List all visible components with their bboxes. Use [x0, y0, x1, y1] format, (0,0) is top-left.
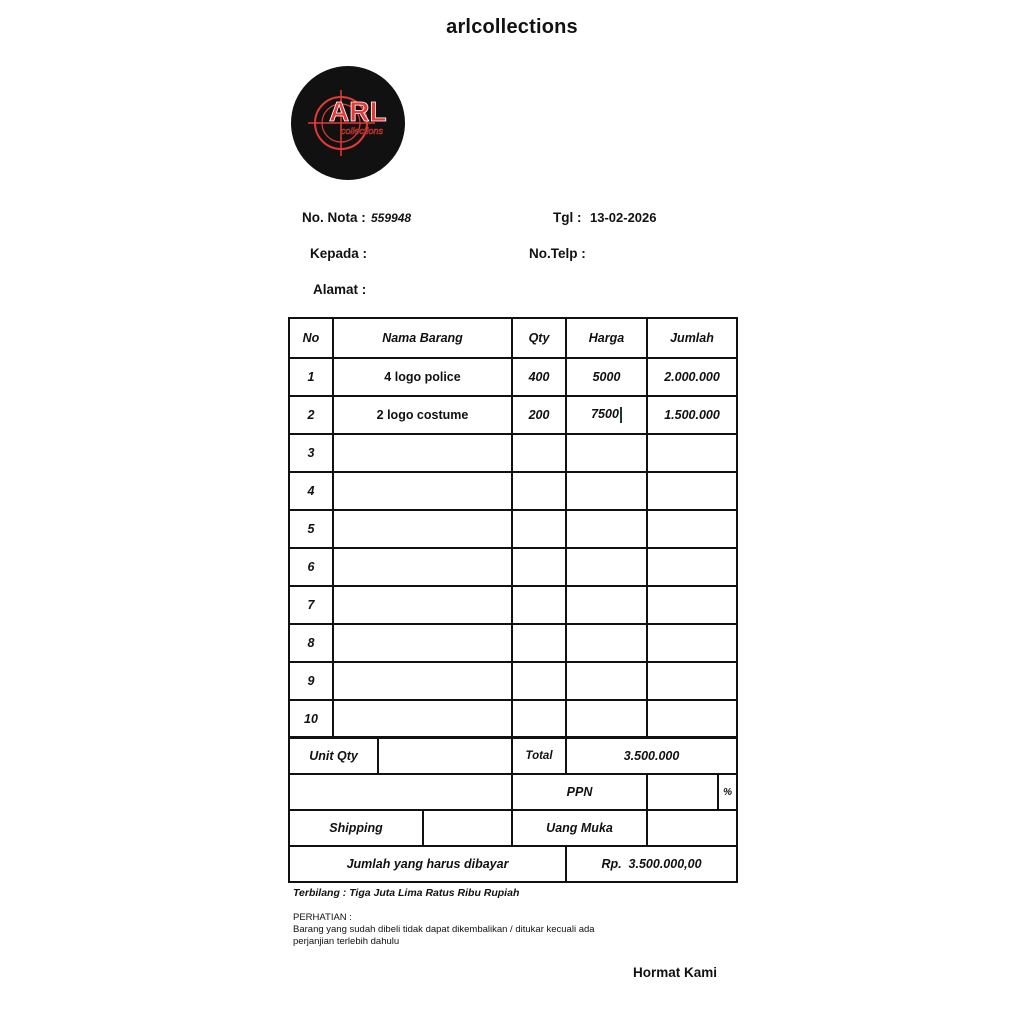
row-nama-cell[interactable]	[333, 472, 512, 510]
brand-logo	[291, 66, 405, 180]
col-header-jumlah: Jumlah	[647, 318, 737, 358]
row-nama-cell[interactable]	[333, 434, 512, 472]
ppn-field[interactable]	[647, 774, 718, 810]
uang-muka-label: Uang Muka	[512, 810, 647, 846]
row-nama-cell[interactable]	[333, 510, 512, 548]
perhatian-title: PERHATIAN :	[293, 912, 352, 923]
table-row	[289, 548, 737, 586]
table-row	[289, 586, 737, 624]
page-title: arlcollections	[446, 16, 578, 38]
table-row	[289, 510, 737, 548]
row-harga-cell[interactable]	[566, 662, 647, 700]
row-no: 9	[289, 662, 333, 700]
row-qty-cell[interactable]: 400	[512, 358, 566, 396]
hormat-kami-text: Hormat Kami	[633, 965, 718, 980]
row-jumlah-cell[interactable]	[647, 662, 737, 700]
col-header-qty: Qty	[512, 318, 566, 358]
row-qty-cell[interactable]	[512, 586, 566, 624]
row-harga-cell[interactable]	[566, 472, 647, 510]
row-nama-cell[interactable]: 4 logo police	[333, 358, 512, 396]
summary-row-jumlah	[289, 846, 737, 882]
row-harga-cell[interactable]	[566, 586, 647, 624]
row-nama-cell[interactable]	[333, 700, 512, 738]
terbilang-text: Terbilang : Tiga Juta Lima Ratus Ribu Rupiah	[293, 887, 520, 899]
alamat-label: Alamat :	[313, 282, 367, 297]
items-table	[288, 317, 738, 739]
summary-row-total	[289, 737, 737, 774]
row-harga-cell[interactable]: 5000	[566, 358, 647, 396]
row-nama-cell[interactable]	[333, 662, 512, 700]
summary-row-ppn	[289, 774, 737, 810]
total-label: Total	[512, 737, 566, 774]
tgl-label: Tgl :	[553, 210, 582, 225]
text-cursor	[620, 407, 622, 423]
table-row	[289, 700, 737, 738]
table-row	[289, 624, 737, 662]
row-no: 3	[289, 434, 333, 472]
row-jumlah-cell[interactable]	[647, 548, 737, 586]
row-nama-cell[interactable]	[333, 624, 512, 662]
uang-muka-field[interactable]	[647, 810, 737, 846]
row-jumlah-cell[interactable]	[647, 586, 737, 624]
table-row	[289, 662, 737, 700]
row-nama-cell[interactable]	[333, 548, 512, 586]
row-no: 5	[289, 510, 333, 548]
row-qty-cell[interactable]	[512, 548, 566, 586]
row-jumlah-cell[interactable]	[647, 510, 737, 548]
telp-label: No.Telp :	[529, 246, 586, 261]
table-row	[289, 472, 737, 510]
row-no: 8	[289, 624, 333, 662]
row-qty-cell[interactable]: 200	[512, 396, 566, 434]
empty-cell	[289, 774, 512, 810]
row-harga-cell[interactable]	[566, 624, 647, 662]
nota-value[interactable]: 559948	[371, 211, 412, 225]
row-qty-cell[interactable]	[512, 700, 566, 738]
summary-table	[288, 736, 738, 883]
row-qty-cell[interactable]	[512, 510, 566, 548]
table-row	[289, 396, 737, 434]
col-header-no: No	[289, 318, 333, 358]
row-qty-cell[interactable]	[512, 472, 566, 510]
row-nama-cell[interactable]	[333, 586, 512, 624]
unit-qty-field[interactable]	[378, 737, 512, 774]
tgl-value[interactable]: 13-02-2026	[590, 210, 657, 225]
row-harga-cell[interactable]	[566, 548, 647, 586]
row-nama-cell[interactable]: 2 logo costume	[333, 396, 512, 434]
ppn-label: PPN	[512, 774, 647, 810]
total-field[interactable]: 3.500.000	[566, 737, 737, 774]
row-no: 6	[289, 548, 333, 586]
row-jumlah-cell[interactable]: 2.000.000	[647, 358, 737, 396]
nota-label: No. Nota :	[302, 210, 366, 225]
unit-qty-label: Unit Qty	[289, 737, 378, 774]
row-jumlah-cell[interactable]: 1.500.000	[647, 396, 737, 434]
table-row	[289, 358, 737, 396]
svg-text:ARL: ARL	[329, 96, 387, 127]
row-jumlah-cell[interactable]	[647, 700, 737, 738]
row-no: 7	[289, 586, 333, 624]
row-harga-text[interactable]: 7500	[591, 407, 619, 422]
row-jumlah-cell[interactable]	[647, 624, 737, 662]
row-harga-cell[interactable]	[566, 434, 647, 472]
row-jumlah-cell[interactable]	[647, 472, 737, 510]
table-header-row	[289, 318, 737, 358]
ppn-percent-unit: %	[718, 774, 737, 810]
row-qty-cell[interactable]	[512, 434, 566, 472]
row-jumlah-cell[interactable]	[647, 434, 737, 472]
summary-row-shipping	[289, 810, 737, 846]
jumlah-bayar-label: Jumlah yang harus dibayar	[289, 846, 566, 882]
row-no: 1	[289, 358, 333, 396]
row-qty-cell[interactable]	[512, 662, 566, 700]
jumlah-bayar-field[interactable]: Rp. 3.500.000,00	[566, 846, 737, 882]
row-no: 4	[289, 472, 333, 510]
row-no: 10	[289, 700, 333, 738]
row-qty-cell[interactable]	[512, 624, 566, 662]
col-header-harga: Harga	[566, 318, 647, 358]
perhatian-body: Barang yang sudah dibeli tidak dapat dikembalikan / ditukar kecuali ada perjanjian terlebih dahulu	[293, 924, 595, 947]
table-row	[289, 434, 737, 472]
row-harga-cell[interactable]	[566, 396, 647, 434]
row-no: 2	[289, 396, 333, 434]
shipping-label: Shipping	[289, 810, 423, 846]
svg-text:collections: collections	[341, 126, 384, 136]
shipping-field[interactable]	[423, 810, 512, 846]
row-harga-cell[interactable]	[566, 510, 647, 548]
col-header-nama: Nama Barang	[333, 318, 512, 358]
kepada-label: Kepada :	[310, 246, 368, 261]
row-harga-cell[interactable]	[566, 700, 647, 738]
